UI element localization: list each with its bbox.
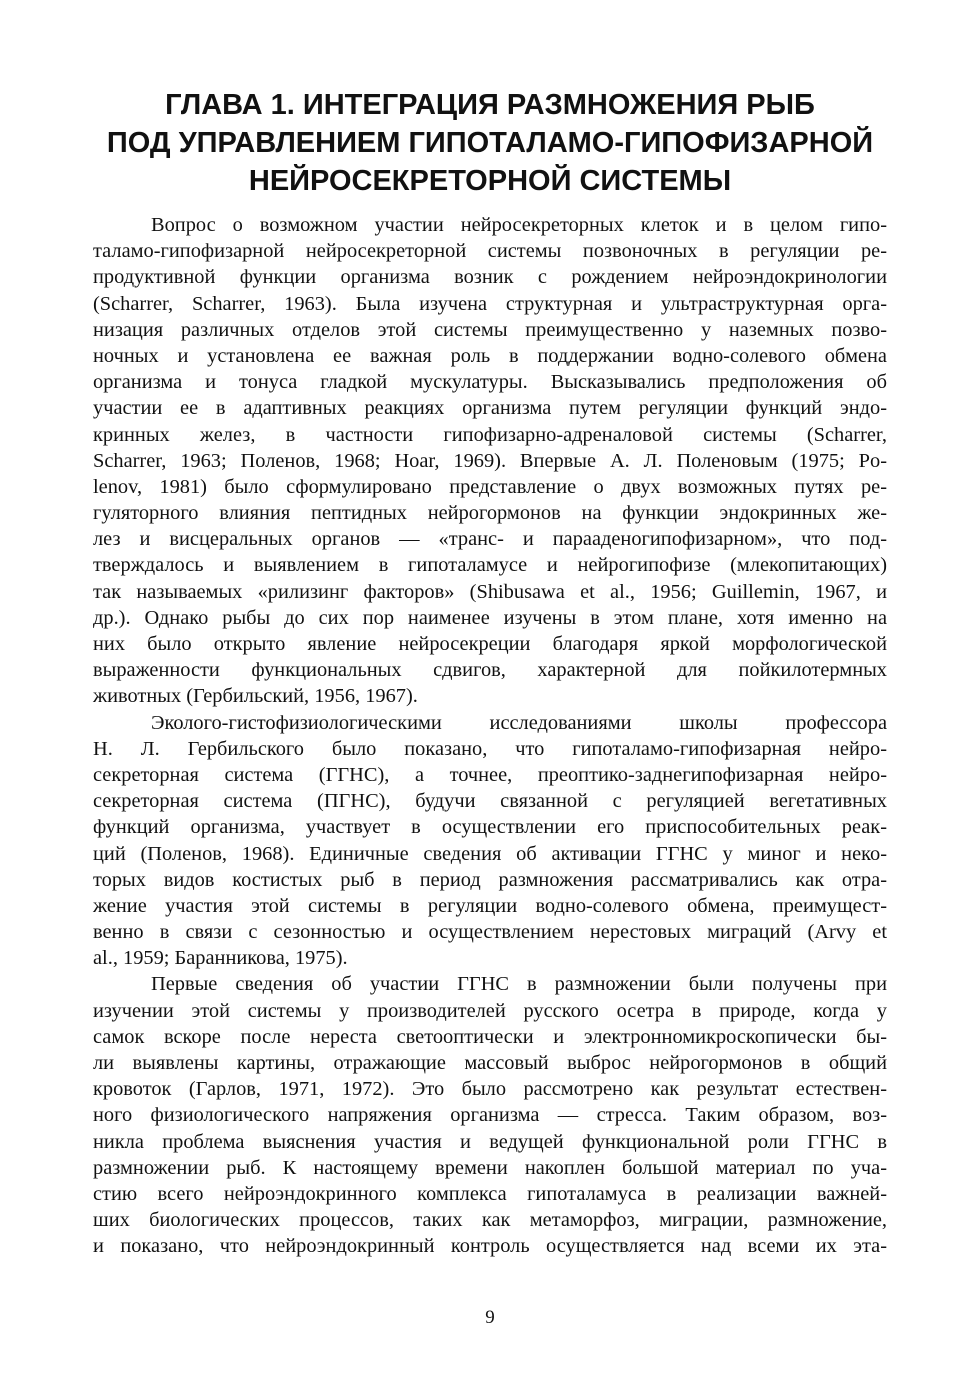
text-line: таламо-гипофизарной нейросекреторной системы позвоночных в регуляции ре- — [93, 240, 887, 263]
text-line: тверждалось и выявлением в гипоталамусе и нейрогипофизе (млекопитающих) — [93, 554, 887, 577]
text-line: секреторная система (ПГНС), будучи связанной с регуляцией вегетативных — [93, 790, 887, 813]
text-line: торых видов костистых рыб в период размножения рассматривались как отра- — [93, 868, 887, 891]
text-line: жение участия этой системы в регуляции водно-солевого обмена, преимущест- — [93, 894, 887, 917]
body-text — [93, 212, 887, 1260]
page-number: 9 — [485, 1307, 495, 1328]
text-line: размножении рыб. К настоящему времени накоплен большой материал по уча- — [93, 1156, 887, 1179]
chapter-title-line: ПОД УПРАВЛЕНИЕМ ГИПОТАЛАМО-ГИПОФИЗАРНОЙ — [106, 127, 874, 159]
text-line: и показано, что нейроэндокринный контроль осуществляется над всеми их эта- — [93, 1235, 887, 1258]
text-line: самок вскоре после нереста светооптически и электронномикроскопически бы- — [93, 1025, 887, 1048]
text-line: низация различных отделов этой системы преимущественно у наземных позво- — [93, 318, 887, 341]
text-line: Н. Л. Гербильского было показано, что гипоталамо-гипофизарная нейро- — [93, 737, 887, 760]
text-line: гуляторного влияния пептидных нейрогормонов на функции эндокринных же- — [93, 502, 887, 525]
text-line: венно в связи с сезонностью и осуществлением нерестовых миграций (Arvy et — [93, 921, 887, 944]
text-line: ли выявлены картины, отражающие массовый выброс нейрогормонов в общий — [93, 1052, 887, 1074]
text-line: Scharrer, 1963; Поленов, 1968; Hoar, 1969). Впервые А. Л. Поленовым (1975; Po- — [93, 449, 887, 472]
text-line: lenov, 1981) было сформулировано представление о двух возможных путях ре- — [93, 475, 887, 498]
text-line: ного физиологического напряжения организма — стресса. Таким образом, воз- — [93, 1104, 887, 1127]
text-line: Вопрос о возможном участии нейросекреторных клеток и в целом гипо- — [151, 214, 887, 236]
text-line: выраженности функциональных сдвигов, характерной для пойкилотермных — [93, 659, 887, 682]
text-line: изучении этой системы у производителей русского осетра в природе, когда у — [93, 999, 887, 1022]
text-line: ночных и установлена ее важная роль в поддержании водно-солевого обмена — [93, 344, 887, 367]
text-line: секреторная система (ГГНС), а точнее, преоптико-заднегипофизарная нейро- — [93, 763, 887, 786]
text-line: животных (Гербильский, 1956, 1967). — [93, 685, 418, 708]
text-line: др.). Однако рыбы до сих пор наименее изучены в этом плане, хотя именно на — [93, 606, 887, 629]
paragraph — [93, 212, 887, 710]
text-line: организма и тонуса гладкой мускулатуры. Высказывались предположения об — [93, 371, 887, 394]
chapter-title-line: НЕЙРОСЕКРЕТОРНОЙ СИСТЕМЫ — [248, 165, 732, 197]
text-line: (Scharrer, Scharrer, 1963). Была изучена структурная и ультраструктурная орга- — [93, 292, 887, 315]
text-line: кровоток (Гарлов, 1971, 1972). Это было рассмотрено как результат естествен- — [93, 1078, 887, 1101]
text-line: ших биологических процессов, таких как метаморфоз, миграции, размножение, — [93, 1209, 887, 1232]
text-line: никла проблема выяснения участия и ведущей функциональной роли ГГНС в — [93, 1130, 887, 1153]
text-line: al., 1959; Баранникова, 1975). — [93, 947, 348, 970]
chapter-title-line: ГЛАВА 1. ИНТЕГРАЦИЯ РАЗМНОЖЕНИЯ РЫБ — [165, 89, 815, 121]
text-line: лез и висцеральных органов — «транс- и парааденогипофизарном», что под- — [93, 528, 887, 551]
text-line: ций (Поленов, 1968). Единичные сведения об активации ГГНС у миног и неко- — [93, 842, 887, 865]
text-line: так называемых «рилизинг факторов» (Shibusawa et al., 1956; Guillemin, 1967, и — [93, 580, 887, 603]
chapter-title — [60, 86, 920, 200]
text-line: Эколого-гистофизиологическими исследованиями школы профессора — [151, 711, 887, 734]
text-line: участии ее в адаптивных реакциях организма путем регуляции функций эндо- — [93, 397, 887, 420]
text-line: них было открыто явление нейросекреции благодаря яркой морфологической — [93, 633, 887, 655]
text-line: кринных желез, в частности гипофизарно-адреналовой системы (Scharrer, — [93, 423, 887, 446]
text-line: Первые сведения об участии ГГНС в размножении были получены при — [151, 973, 887, 996]
text-line: продуктивной функции организма возник с рождением нейроэндокринологии — [93, 266, 887, 289]
text-line: функций организма, участвует в осуществлении его приспособительных реак- — [93, 816, 887, 839]
paragraph — [93, 971, 887, 1259]
text-line: стию всего нейроэндокринного комплекса гипоталамуса в реализации важней- — [93, 1182, 887, 1205]
paragraph — [93, 710, 887, 972]
